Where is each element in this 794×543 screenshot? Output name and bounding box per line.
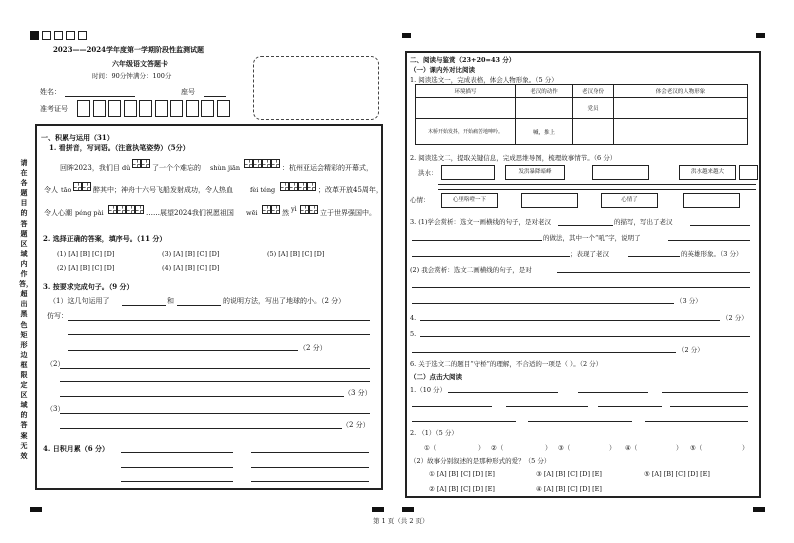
q1-text: 回眸2023，我们目	[60, 164, 120, 172]
char-box[interactable]	[126, 205, 135, 214]
score-note: （2 分）	[299, 344, 327, 352]
exam-number-cell[interactable]	[201, 100, 214, 117]
r2q1-label: 1.（10 分）	[410, 386, 447, 394]
rq4-label: 4.	[410, 314, 417, 322]
answer-line[interactable]	[557, 272, 750, 273]
part-1-title: （一）课内外对比阅读	[410, 66, 475, 74]
q3-1-text: （1）这几句运用了	[49, 297, 110, 305]
corner-mark	[54, 31, 63, 40]
r2q2-2-text: （2）故事分别叙述的是那种形式的爱？（5 分）	[410, 457, 551, 465]
corner-mark	[372, 507, 384, 512]
answer-line[interactable]	[177, 305, 221, 306]
circle-answer: ）	[478, 444, 485, 452]
answer-line[interactable]	[420, 336, 750, 337]
pinyin: dǔ	[122, 164, 131, 172]
exam-number-cell[interactable]	[108, 100, 121, 117]
char-box[interactable]	[271, 159, 280, 168]
char-box[interactable]	[141, 159, 150, 168]
answer-line[interactable]	[668, 240, 750, 241]
option-row[interactable]: ① [A] [B] [C] [D] [E]	[429, 470, 495, 478]
imitate-label: 仿写：	[47, 312, 68, 320]
circle-answer: ）	[742, 444, 749, 452]
answer-line[interactable]	[506, 406, 588, 407]
answer-line[interactable]	[412, 421, 516, 422]
mood-box: 心情了	[601, 193, 658, 208]
answer-line[interactable]	[578, 392, 648, 393]
corner-mark	[78, 31, 87, 40]
corner-mark	[756, 33, 765, 38]
mood-box: 心里咯噔一下	[441, 193, 498, 208]
corner-mark	[66, 31, 75, 40]
score-note: （2 分）	[722, 314, 748, 322]
table-cell[interactable]	[416, 98, 516, 119]
corner-mark	[30, 31, 39, 40]
exam-number-cell[interactable]	[77, 100, 90, 117]
q1-text: ：杭州亚运会精彩的开幕式，	[282, 164, 373, 172]
answer-line[interactable]	[122, 305, 166, 306]
char-box[interactable]	[73, 182, 82, 191]
char-box[interactable]	[307, 182, 316, 191]
answer-line[interactable]	[60, 428, 342, 429]
exam-title: 2023——2024学年度第一学期阶段性监测试题	[53, 45, 204, 54]
corner-mark	[30, 507, 42, 512]
corner-mark	[402, 33, 411, 38]
side-note: 请在各题目的答题区域内作答，超出黑色矩形边框限定区域的答案无效	[19, 158, 33, 460]
char-box[interactable]	[108, 205, 117, 214]
circle-answer: ）	[609, 444, 616, 452]
table-cell: 木桥开始发抖，开始痛苦地呻吟。	[416, 119, 516, 145]
name-label: 姓名：	[40, 88, 61, 96]
circle-answer[interactable]: ⑤（	[690, 444, 703, 452]
seat-label: 座号	[181, 88, 195, 96]
flood-box: 发洪暴降暗峰	[505, 165, 565, 180]
char-box[interactable]	[82, 182, 91, 191]
answer-line[interactable]	[528, 421, 632, 422]
table-cell[interactable]	[614, 119, 748, 145]
table-header: 环境描写	[416, 85, 516, 98]
char-box[interactable]	[135, 205, 144, 214]
flood-box: 洪水越来越大	[679, 165, 736, 180]
answer-line[interactable]	[420, 320, 720, 321]
answer-line[interactable]	[121, 452, 233, 453]
q1-text: 令人心潮	[44, 209, 72, 217]
exam-number-cell[interactable]	[124, 100, 137, 117]
answer-line[interactable]	[251, 452, 369, 453]
r2q2-label: 2. （1）（5 分）	[410, 429, 458, 437]
table-cell: 喊，推上	[516, 119, 573, 145]
flood-label: 洪水：	[418, 169, 438, 177]
score-note: （3 分）	[676, 297, 702, 305]
char-box[interactable]	[244, 159, 253, 168]
score-note: （2 分）	[678, 346, 704, 354]
mood-box[interactable]	[683, 193, 740, 208]
char-box[interactable]	[300, 205, 309, 214]
answer-line[interactable]	[412, 352, 676, 353]
q1-text: 立于世界强国中。	[320, 209, 376, 217]
corner-mark	[402, 507, 414, 512]
exam-no-label: 准考证号	[40, 105, 68, 113]
seat-field[interactable]	[204, 96, 226, 97]
answer-line[interactable]	[68, 350, 298, 351]
section-1-title: 一、积累与运用（31）	[41, 133, 114, 142]
rq3-text: ；表现了老汉	[570, 250, 609, 258]
answer-line[interactable]	[60, 396, 344, 397]
answer-line[interactable]	[251, 481, 369, 482]
circle-answer: ）	[545, 444, 552, 452]
answer-line[interactable]	[60, 381, 370, 382]
table-cell[interactable]	[516, 98, 573, 119]
q1-text: 醉其中；神舟十六号飞船发射成功，令人热血	[93, 186, 233, 194]
table-cell[interactable]	[614, 98, 748, 119]
circle-answer[interactable]: ③（	[558, 444, 571, 452]
answer-line[interactable]	[598, 406, 662, 407]
answer-line[interactable]	[251, 467, 369, 468]
q1-text: 了一个个难忘的	[152, 164, 201, 172]
exam-score: 满分：100分	[133, 72, 172, 80]
table-cell[interactable]	[573, 119, 614, 145]
left-answer-frame	[35, 124, 383, 490]
pinyin: yì	[291, 205, 297, 213]
exam-number-cell[interactable]	[139, 100, 152, 117]
char-box[interactable]	[253, 159, 262, 168]
char-box[interactable]	[262, 159, 271, 168]
answer-line[interactable]	[60, 368, 370, 369]
exam-number-cell[interactable]	[186, 100, 199, 117]
q1-text: ……展望2024我们祝愿祖国	[146, 209, 234, 217]
circle-answer: ）	[676, 444, 683, 452]
score-note: （2 分）	[342, 421, 370, 429]
barcode-area	[253, 56, 379, 120]
flow-arrow	[438, 189, 756, 190]
q1-text: 然	[282, 209, 289, 217]
part-2-title: （二）点击大阅读	[410, 373, 462, 381]
rq3-text: 的英雄形象。（3 分）	[681, 250, 743, 258]
char-box[interactable]	[280, 182, 289, 191]
answer-line[interactable]	[645, 421, 748, 422]
answer-line[interactable]	[412, 256, 570, 257]
exam-number-cell[interactable]	[155, 100, 168, 117]
exam-number-cell[interactable]	[217, 100, 230, 117]
flood-box[interactable]	[739, 165, 758, 180]
answer-line[interactable]	[662, 392, 748, 393]
circle-answer[interactable]: ④（	[625, 444, 638, 452]
option-row[interactable]: ④ [A] [B] [C] [D] [E]	[536, 485, 602, 493]
answer-line[interactable]	[690, 225, 750, 226]
rq5-label: 5.	[410, 330, 417, 338]
char-box[interactable]	[271, 205, 280, 214]
rq6-text: 6. 关于选文二的题目“守桥”的理解，不合适的一项是（ ）。（2 分）	[410, 360, 603, 368]
pinyin: tāo	[61, 186, 72, 194]
answer-line[interactable]	[412, 303, 674, 304]
answer-line[interactable]	[412, 287, 750, 288]
option-row[interactable]: (3) [A] [B] [C] [D]	[162, 250, 220, 258]
pinyin: wēi	[246, 209, 258, 217]
char-box[interactable]	[262, 205, 271, 214]
pinyin: fèi téng	[250, 186, 276, 194]
corner-mark	[753, 507, 765, 512]
page-footer: 第 1 页（共 2 页）	[373, 517, 429, 525]
q1-title: 1. 看拼音，写词语。（注意执笔姿势）（5分）	[49, 143, 190, 152]
table-cell: 党员	[573, 98, 614, 119]
option-row[interactable]: ② [A] [B] [C] [D] [E]	[429, 485, 495, 493]
char-box[interactable]	[132, 159, 141, 168]
option-row[interactable]: (2) [A] [B] [C] [D]	[57, 264, 115, 272]
rq3-text: 的描写，写出了老汉	[614, 218, 673, 226]
pinyin: péng pài	[75, 209, 104, 217]
answer-line[interactable]	[121, 467, 233, 468]
rq1-title: 1. 阅读选文一，完成表格，体会人物形象。（5 分）	[410, 76, 558, 84]
answer-line[interactable]	[670, 406, 748, 407]
table-header: 体会老汉的人物形象	[614, 85, 748, 98]
option-row[interactable]: (4) [A] [B] [C] [D]	[162, 264, 220, 272]
analysis-table	[415, 84, 748, 145]
option-row[interactable]: ③ [A] [B] [C] [D] [E]	[536, 470, 602, 478]
rq3-text: 的做法，其中一个“吼”字，说明了	[543, 234, 641, 242]
answer-line[interactable]	[558, 225, 613, 226]
circle-answer[interactable]: ②（	[491, 444, 504, 452]
q3-1-text: 和	[167, 297, 174, 305]
exam-number-cell[interactable]	[93, 100, 106, 117]
answer-line[interactable]	[628, 256, 680, 257]
exam-time: 时间：90分钟	[92, 72, 133, 80]
char-box[interactable]	[117, 205, 126, 214]
name-field[interactable]	[65, 96, 135, 97]
answer-line[interactable]	[448, 392, 558, 393]
answer-line[interactable]	[68, 320, 370, 321]
score-note: （3 分）	[344, 389, 372, 397]
section-2-title: 二、阅读与鉴赏（23+20=43 分）	[410, 56, 516, 64]
answer-line[interactable]	[60, 413, 370, 414]
mood-label: 心情：	[410, 196, 430, 204]
exam-subtitle: 六年级语文答题卡	[112, 59, 168, 68]
q2-title: 2. 选择正确的答案，填序号。（11 分）	[43, 234, 167, 243]
mood-box[interactable]	[521, 193, 578, 208]
char-box[interactable]	[289, 182, 298, 191]
option-row[interactable]: (1) [A] [B] [C] [D]	[57, 250, 115, 258]
option-row[interactable]: ⑤ [A] [B] [C] [D] [E]	[644, 470, 710, 478]
q3-title: 3. 按要求完成句子。（9 分）	[43, 282, 134, 291]
char-box[interactable]	[298, 182, 307, 191]
answer-line[interactable]	[68, 334, 370, 335]
flow-arrow	[438, 184, 756, 185]
answer-line[interactable]	[412, 406, 492, 407]
q3-3-label: （3）	[46, 405, 65, 413]
rq3-text: 3. (1)学会赏析：选文一画横线的句子，是对老汉	[410, 218, 551, 226]
flood-box[interactable]	[592, 165, 649, 180]
pinyin: shùn jiān	[210, 164, 241, 172]
corner-mark	[42, 31, 51, 40]
answer-line[interactable]	[121, 481, 233, 482]
table-header: 老汉身份	[573, 85, 614, 98]
flood-box[interactable]	[441, 165, 495, 180]
q4-title: 4. 日积月累（6 分）	[43, 444, 110, 453]
table-header: 老汉的动作	[516, 85, 573, 98]
q1-text: 令人	[44, 186, 58, 194]
exam-number-cell[interactable]	[170, 100, 183, 117]
answer-line[interactable]	[412, 240, 542, 241]
q3-2-label: （2）	[46, 360, 65, 368]
q1-text: ；改革开放45周年，	[318, 186, 383, 194]
circle-answer[interactable]: ①（	[424, 444, 437, 452]
option-row[interactable]: (5) [A] [B] [C] [D]	[267, 250, 325, 258]
q3-1-text: 的说明方法，写出了地球的小。（2 分）	[223, 297, 346, 305]
rq2-title: 2. 阅读选文二，提取关键信息，完成思维导图，梳理故事情节。（6 分）	[410, 154, 617, 162]
char-box[interactable]	[309, 205, 318, 214]
rq3-2-text: (2) 我会赏析：选文二画横线的句子，是对	[410, 266, 532, 274]
